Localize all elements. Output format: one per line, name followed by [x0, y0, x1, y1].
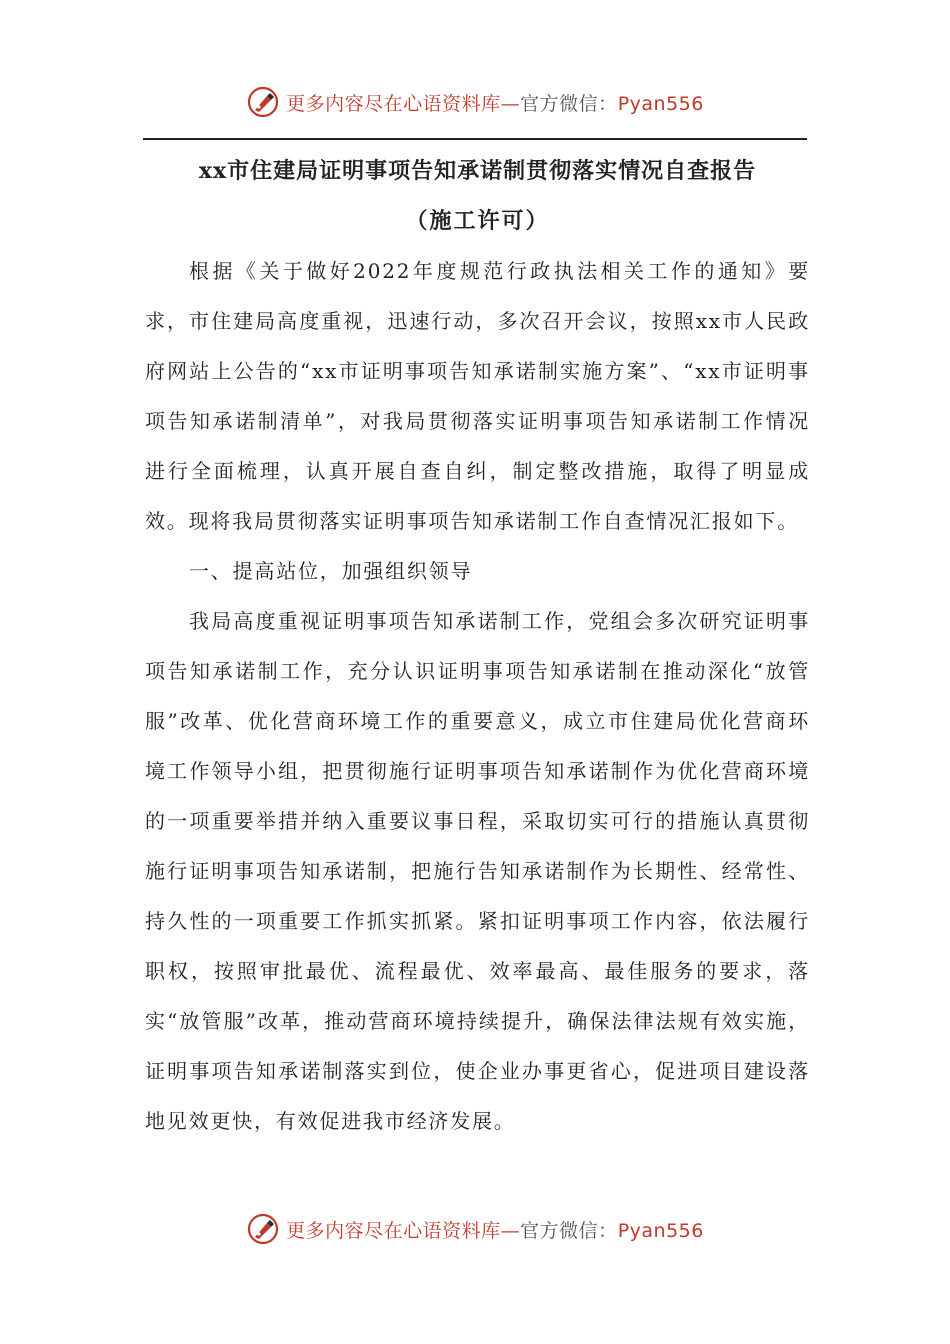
section-paragraph: 我局高度重视证明事项告知承诺制工作，党组会多次研究证明事项告知承诺制工作，充分认识证明事项告知承诺制在推动深化“放管服”改革、优化营商环境工作的重要意义，成立市住建局优化营商环境工作领导小组，把贯彻施行证明事项告知承诺制作为优化营商环境的一项重要举措并纳入重要议事日程，采取切实可行的措施认真贯彻施行证明事项告知承诺制，把施行告知承诺制作为长期性、经常性、持久性的一项重要工作抓实抓紧。紧扣证明事项工作内容，依法履行职权，按照审批最优、流程最优、效率最高、最佳服务的要求，落实“放管服”改革，推动营商环境持续提升，确保法律法规有效实施，证明事项告知承诺制落实到位，使企业办事更省心，促进项目建设落地见效更快，有效促进我市经济发展。 — [145, 609, 810, 1133]
header-banner — [0, 82, 950, 122]
document-body — [145, 146, 810, 1146]
banner-separator: — — [500, 1219, 521, 1242]
banner-text — [286, 1216, 704, 1243]
banner-separator: — — [500, 92, 521, 115]
pen-nib-circle-icon — [246, 1212, 280, 1246]
banner-wechat-id: Pyan556 — [617, 92, 704, 115]
banner-wechat-id: Pyan556 — [617, 1219, 704, 1242]
section-heading: 一、提高站位，加强组织领导 — [189, 559, 473, 583]
document-subtitle: （施工许可） — [405, 208, 550, 234]
document-title: xx市住建局证明事项告知承诺制贯彻落实情况自查报告 — [198, 158, 757, 184]
banner-official-label: 官方微信： — [520, 92, 618, 115]
banner-main-text: 更多内容尽在心语资料库 — [286, 92, 501, 115]
intro-paragraph: 根据《关于做好2022年度规范行政执法相关工作的通知》要求，市住建局高度重视，迅速行动，多次召开会议，按照xx市人民政府网站上公告的“xx市证明事项告知承诺制实施方案”、“xx市证明事项告知承诺制清单”，对我局贯彻落实证明事项告知承诺制工作情况进行全面梳理，认真开展自查自纠，制定整改措施，取得了明显成效。现将我局贯彻落实证明事项告知承诺制工作自查情况汇报如下。 — [145, 259, 810, 533]
banner-official-label: 官方微信： — [520, 1219, 618, 1242]
banner-main-text: 更多内容尽在心语资料库 — [286, 1219, 501, 1242]
banner-text — [286, 89, 704, 116]
header-divider — [143, 138, 807, 140]
pen-nib-circle-icon — [246, 85, 280, 119]
footer-banner — [0, 1209, 950, 1249]
